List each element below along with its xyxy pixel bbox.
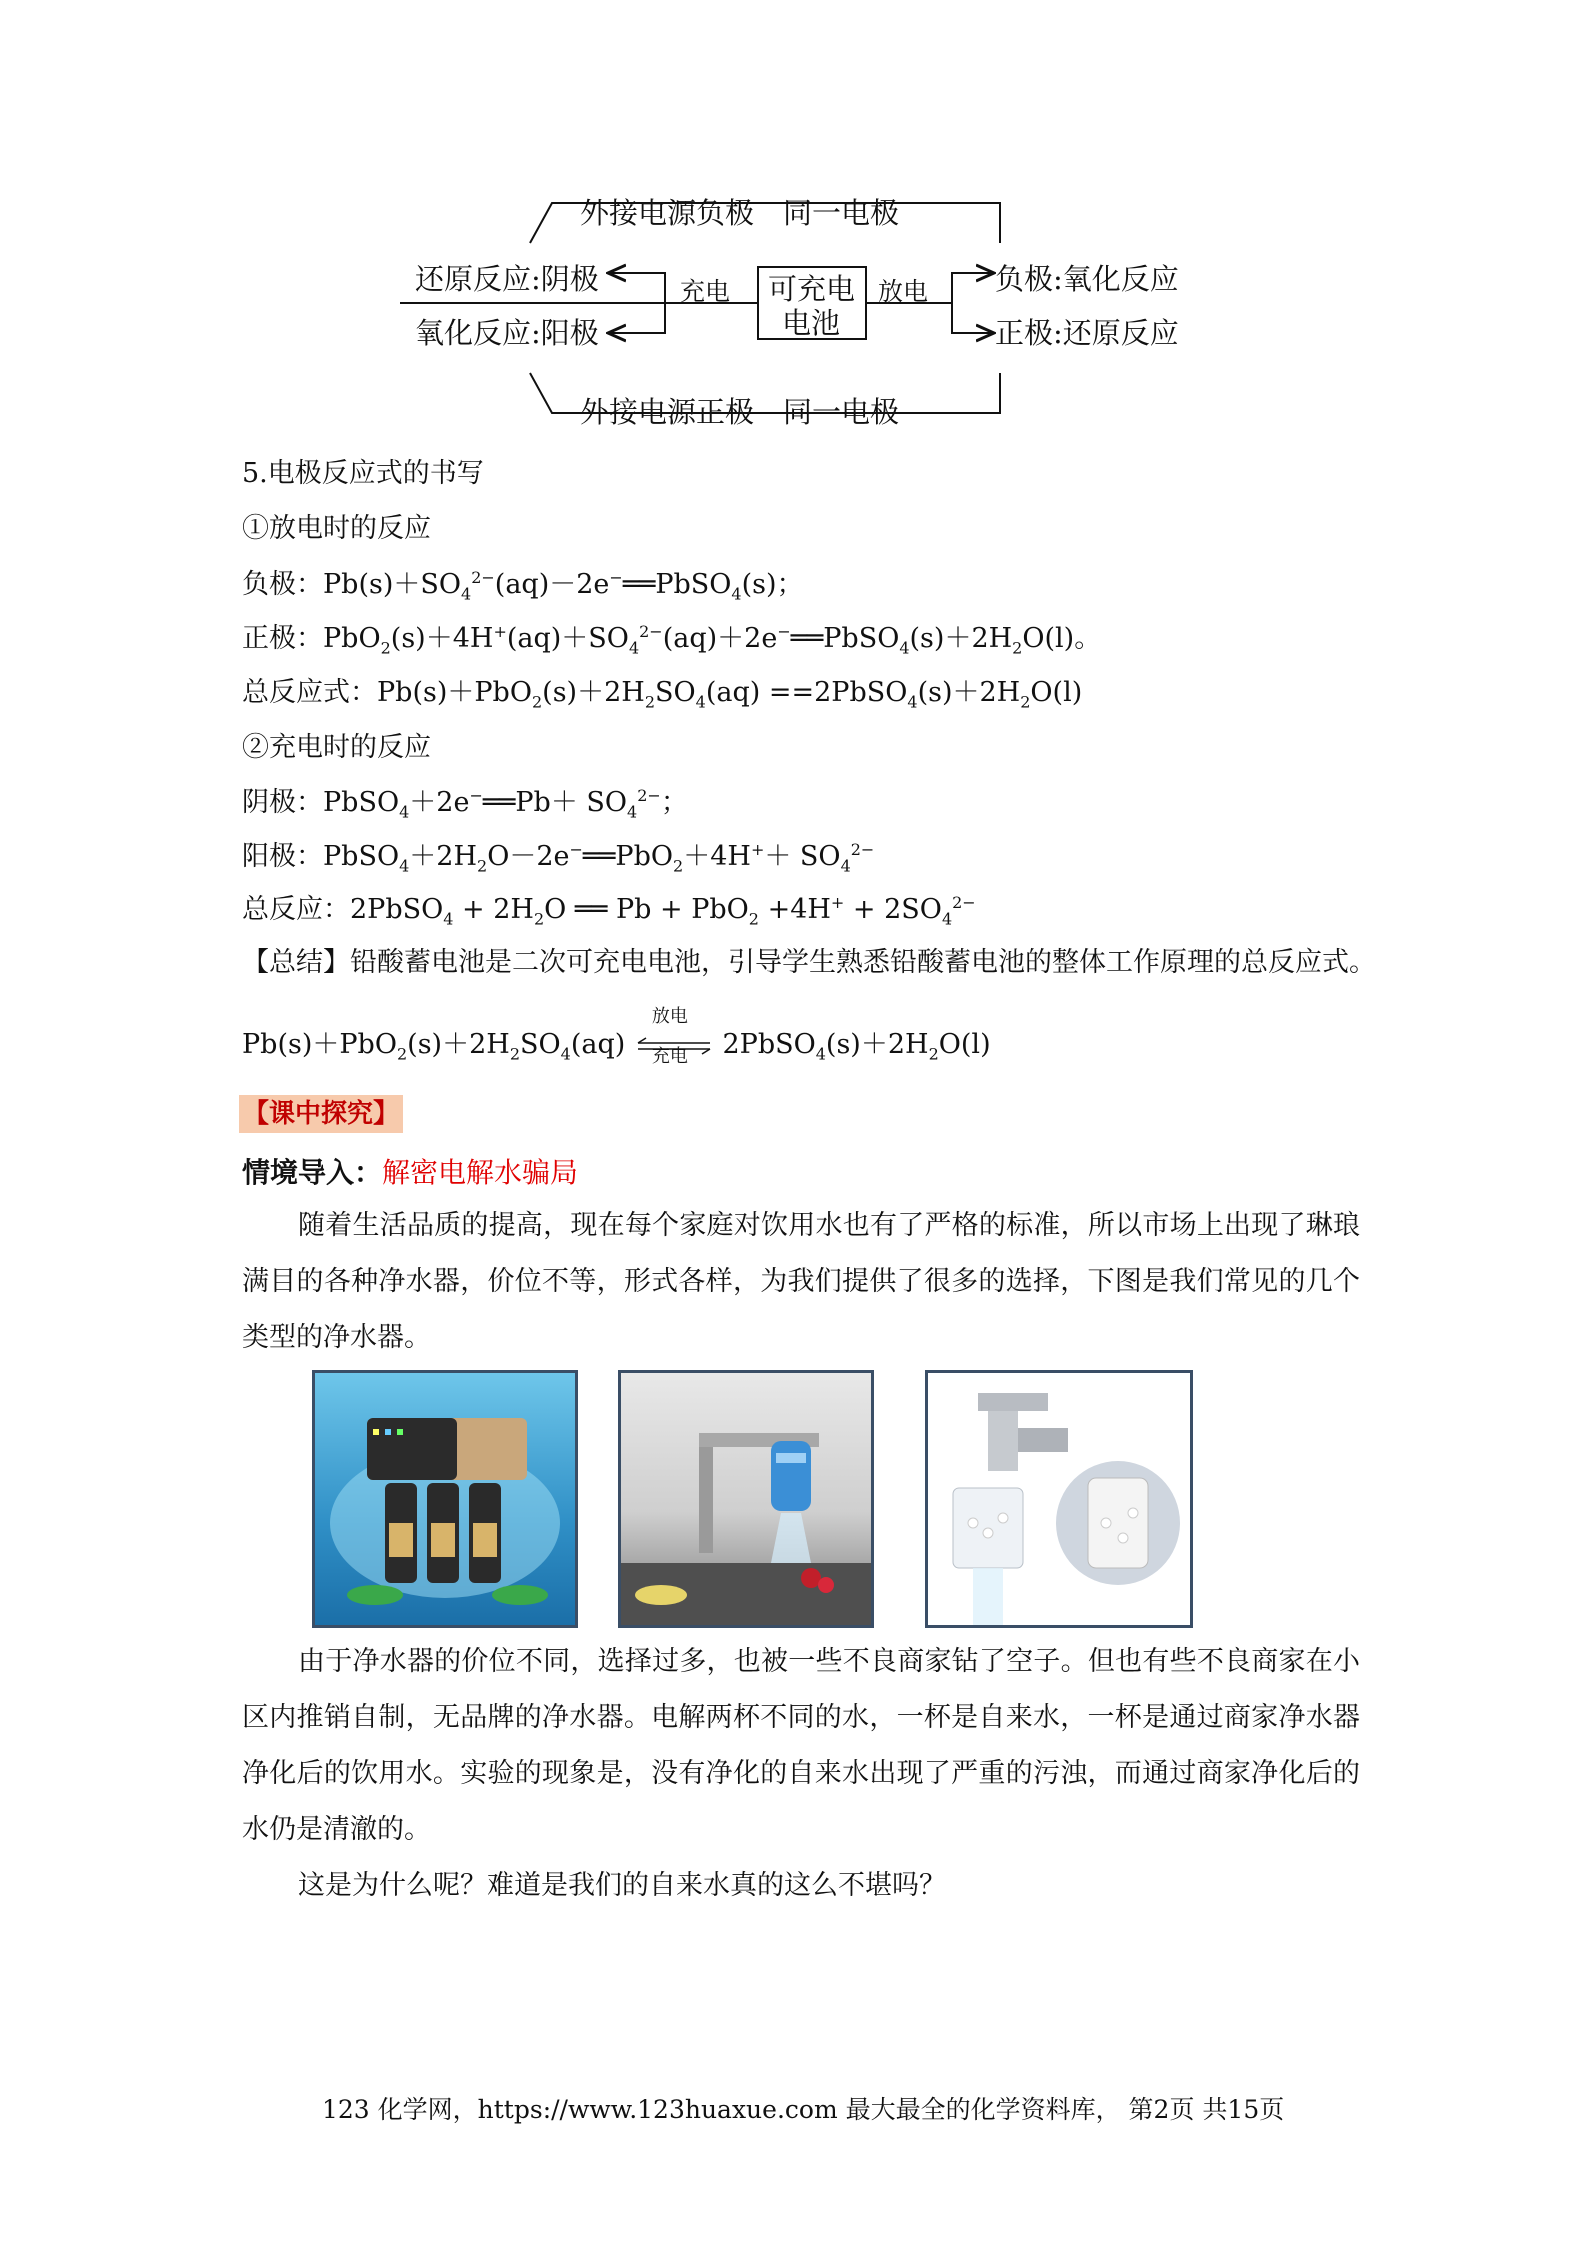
total-discharge-equation — [242, 676, 1082, 710]
section5-title: 5.电极反应式的书写 — [242, 458, 484, 489]
discharge-title: ①放电时的反应 — [242, 513, 431, 544]
total-charge-equation — [242, 893, 976, 927]
cathode-equation — [242, 786, 688, 820]
negative-electrode-equation — [242, 568, 804, 602]
charge-title: ②充电时的反应 — [242, 732, 431, 763]
total-label: 总反应式： — [242, 677, 377, 708]
diagram-left-top: 还原反应:阴极 — [415, 262, 599, 296]
intro-paragraph-3: 这是为什么呢？难道是我们的自来水真的这么不堪吗？ — [298, 1870, 946, 1901]
diagram-right-bottom: 正极:还原反应 — [995, 316, 1179, 350]
anode-equation — [242, 840, 874, 874]
intro-label: 情境导入： — [242, 1156, 383, 1189]
section-tag: 【课中探究】 — [239, 1095, 403, 1133]
tap-filter-image — [928, 1373, 1190, 1625]
summary-line — [242, 946, 1376, 980]
neg-label: 负极： — [242, 569, 323, 600]
intro-title: 解密电解水骗局 — [382, 1156, 579, 1189]
cathode-label: 阴极： — [242, 787, 323, 818]
anode-label: 阳极： — [242, 841, 323, 872]
total2-label: 总反应： — [242, 894, 350, 925]
summary-label: 【总结】 — [242, 947, 350, 978]
equation-text: $PbO_2(s)+4H^+(aq)+SO_4^{2-}(aq)+2e^-══PbSO_4(s)+2H_2O(l)$。 — [323, 622, 1102, 658]
equation-text: $Pb(s)+PbO_2(s)+2H_2SO_4(aq)$ $==2PbSO_4(s)+2H_2O(l)$ — [377, 677, 1083, 712]
positive-electrode-equation — [242, 622, 1101, 656]
diagram-discharge: 放电 — [878, 277, 929, 306]
diagram-battery-line1: 可充电 — [768, 272, 856, 306]
summary-text: 铅酸蓄电池是二次可充电电池，引导学生熟悉铅酸蓄电池的整体工作原理的总反应式。 — [350, 947, 1376, 978]
equation-text: PbSO$_4$＋2e−══Pb＋ $SO_4^{2-}$； — [323, 786, 688, 822]
arrow-bottom-label: 充电 — [651, 1045, 688, 1067]
diagram-bottom-label: 外接电源正极 同一电极 — [580, 395, 900, 429]
equation-text: $Pb(s)+SO_4^{2-}(aq)-2e^-══PbSO_4(s)$； — [323, 568, 804, 604]
equation-text: 2PbSO$_4$ + $2H_2O$ ══ $Pb + PbO_2 +4H^+ + 2SO_4^{2-}$ — [350, 893, 976, 929]
page-footer: 123 化学网，https://www.123huaxue.com 最大最全的化学资料库， 第2页 共15页 — [322, 2095, 1285, 2124]
reversible-equation — [242, 1005, 991, 1067]
ro-purifier-image — [315, 1373, 575, 1625]
arrow-top-label: 放电 — [651, 1005, 688, 1027]
diagram-right-top: 负极:氧化反应 — [995, 262, 1179, 296]
diagram-charge: 充电 — [680, 277, 731, 306]
water-purifier-photo-1 — [312, 1370, 578, 1628]
equation-right: $2PbSO_4(s)+2H_2O(l)$ — [722, 1029, 991, 1064]
intro-paragraph-2: 由于净水器的价位不同，选择过多，也被一些不良商家钻了空子。但也有些不良商家在小区内推销自制，无品牌的净水器。电解两杯不同的水，一杯是自来水，一杯是通过商家净水器净化后的饮用水。实验的现象是，没有净化的自来水出现了严重的污浊，而通过商家净化后的水仍是清澈的。 — [242, 1646, 1360, 1845]
equation-text: $PbSO_4+2H_2O-2e^-══PbO_2+4H^++ SO_4^{2-}$ — [323, 840, 875, 876]
faucet-filter-image — [621, 1373, 871, 1625]
intro-heading — [242, 1156, 578, 1190]
pos-label: 正极： — [242, 623, 323, 654]
diagram-left-bottom: 氧化反应:阳极 — [415, 316, 599, 350]
diagram-top-label: 外接电源负极 同一电极 — [580, 196, 900, 230]
diagram-battery-line2: 电池 — [782, 306, 841, 340]
reversible-arrow — [634, 1005, 714, 1067]
intro-paragraph-1: 随着生活品质的提高，现在每个家庭对饮用水也有了严格的标准，所以市场上出现了琳琅满目的各种净水器，价位不等，形式各样，为我们提供了很多的选择，下图是我们常见的几个类型的净水器。 — [242, 1210, 1360, 1353]
water-purifier-photo-3 — [925, 1370, 1193, 1628]
water-purifier-photo-2 — [618, 1370, 874, 1628]
equation-left: $Pb(s)+PbO_2(s)+2H_2SO_4(aq)$ — [242, 1029, 626, 1064]
